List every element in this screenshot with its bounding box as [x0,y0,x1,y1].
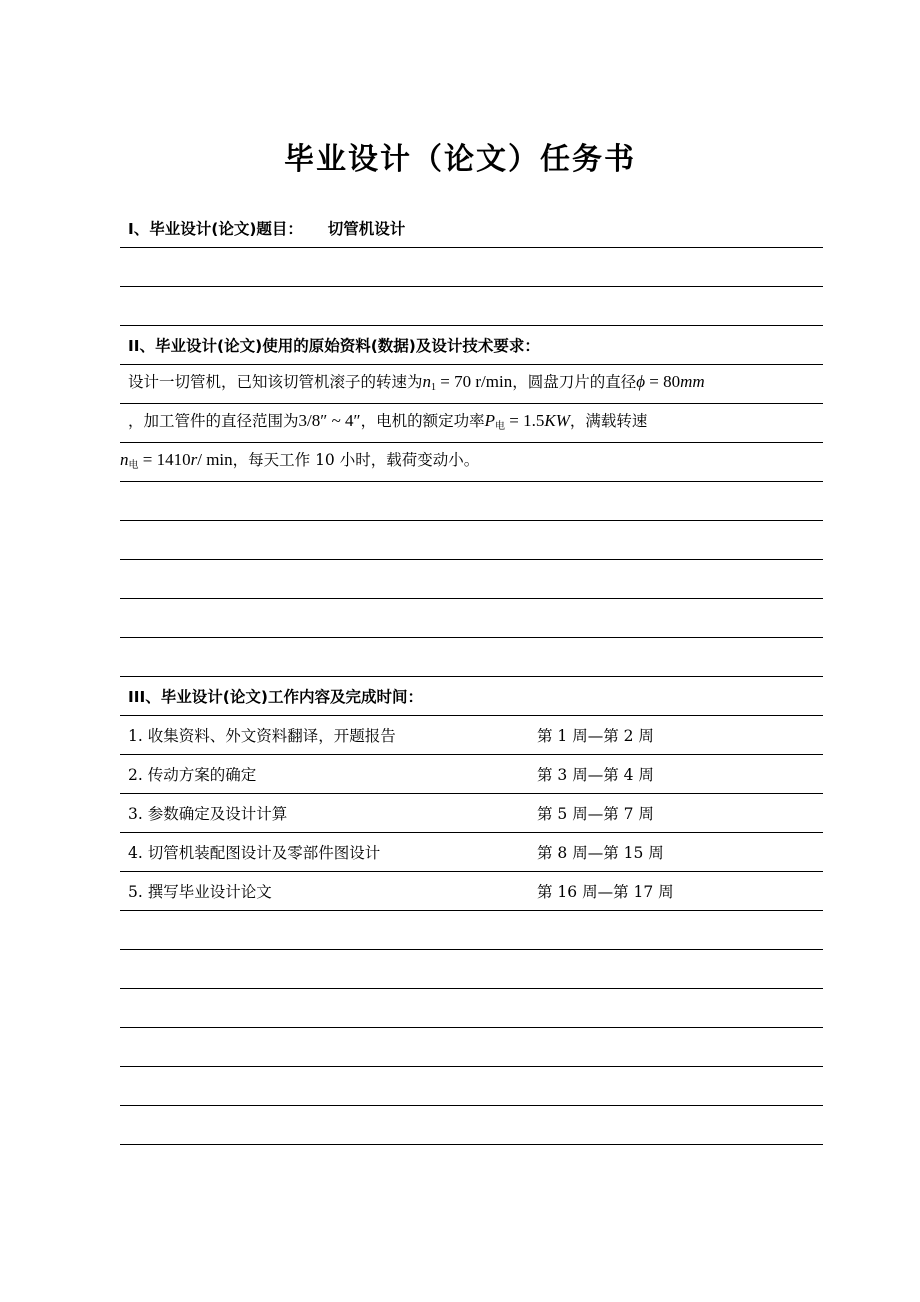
spec-text: 设计一切管机，已知该切管机滚子的转速为 [128,373,423,391]
spec-text: ，电机的额定功率 [360,412,485,430]
schedule-task: 4. 切管机装配图设计及零部件图设计 [128,843,381,862]
blank-line [120,521,823,560]
blank-line [120,950,823,989]
blank-line [120,989,823,1028]
blank-line [120,287,823,326]
schedule-row [120,716,823,755]
blank-line [120,1106,823,1145]
blank-line [120,248,823,287]
schedule-task: 3. 参数确定及设计计算 [128,804,288,823]
pipe-range-formula: 3/8″ ~ 4″ [298,411,361,430]
blank-line [120,599,823,638]
schedule-row [120,755,823,794]
blank-line [120,1067,823,1106]
spec-line-1 [120,365,823,404]
spec-text: ，圆盘刀片的直径 [512,373,637,391]
schedule-time: 第 1 周—第 2 周 [537,726,654,745]
blank-line [120,638,823,677]
blank-line [120,1028,823,1067]
spec-text: ，满载转速 [569,412,648,430]
schedule-task: 1. 收集资料、外文资料翻译，开题报告 [128,726,396,745]
task-sheet [120,209,823,1145]
section2-label: II、毕业设计(论文)使用的原始资料(数据)及设计技术要求： [128,336,540,355]
thesis-topic: 切管机设计 [327,219,406,238]
schedule-time: 第 16 周—第 17 周 [537,882,674,901]
schedule-time: 第 5 周—第 7 周 [537,804,654,823]
section3-label: III、毕业设计(论文)工作内容及完成时间： [128,687,423,706]
schedule-task: 2. 传动方案的确定 [128,765,257,784]
schedule-task: 5. 撰写毕业设计论文 [128,882,272,901]
schedule-row [120,794,823,833]
blade-diameter-formula: ϕ = 80mm [636,372,705,391]
motor-speed-formula: $n_电 = 1410r/$ min [120,450,233,471]
blank-line [120,482,823,521]
roller-speed-formula: $n_1 = 70$ r/min [422,372,513,393]
schedule-row [120,872,823,911]
section1-label: I、毕业设计(论文)题目： [128,219,303,238]
section1-row [120,209,823,248]
blank-line [120,560,823,599]
motor-power-formula: $P_电 = 1.5KW$ [484,411,570,432]
schedule-time: 第 8 周—第 15 周 [537,843,664,862]
spec-line-3 [120,443,823,482]
schedule-row [120,833,823,872]
spec-text: ，每天工作 10 小时，载荷变动小。 [232,451,480,469]
schedule-time: 第 3 周—第 4 周 [537,765,654,784]
section3-row [120,677,823,716]
spec-text: ，加工管件的直径范围为 [128,412,299,430]
section2-row [120,326,823,365]
spec-line-2 [120,404,823,443]
blank-line [120,911,823,950]
page-title: 毕业设计（论文）任务书 [284,142,636,177]
